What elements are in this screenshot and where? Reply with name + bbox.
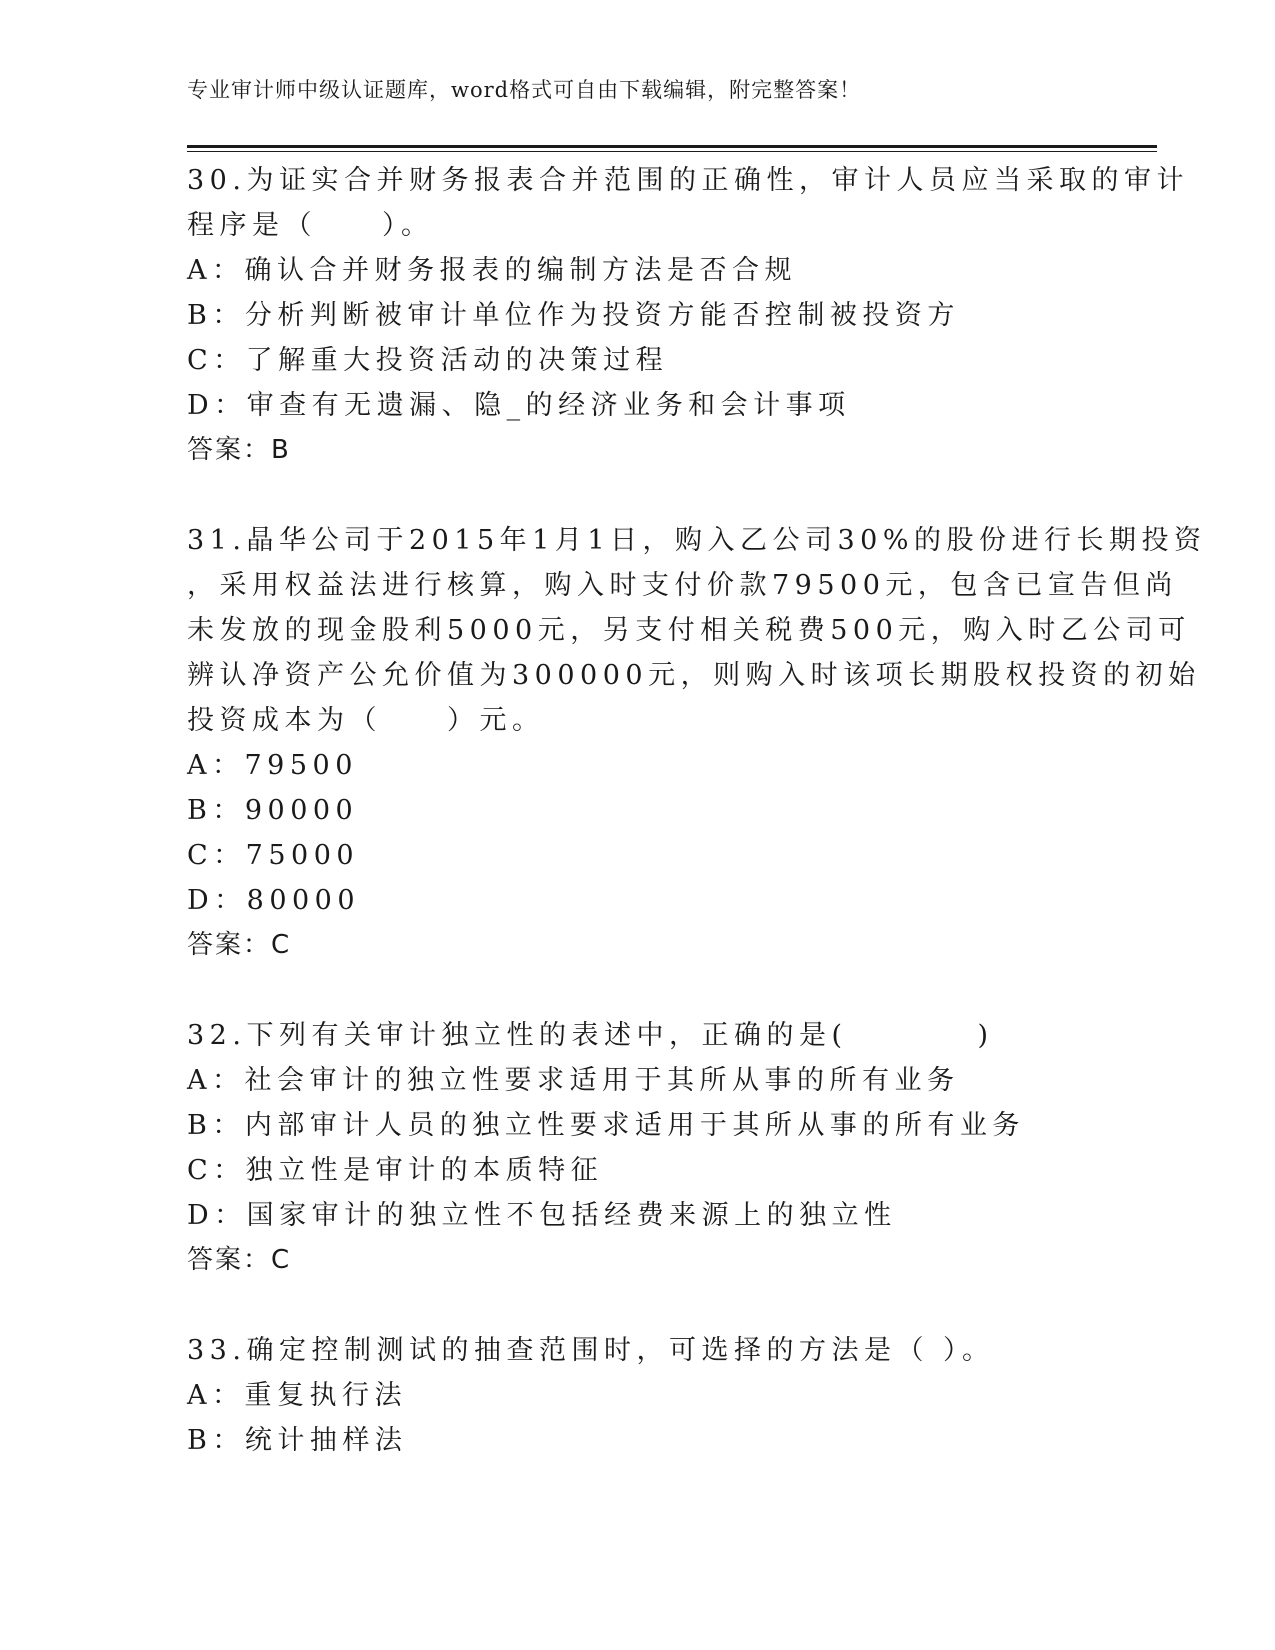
option-c: C：了解重大投资活动的决策过程	[187, 345, 669, 376]
option-b: B：统计抽样法	[187, 1425, 408, 1456]
answer-line: 答案：C	[187, 1245, 292, 1275]
option-d: D：国家审计的独立性不包括经费来源上的独立性	[187, 1200, 897, 1231]
question-stem-line: 31.晶华公司于2015年1月1日，购入乙公司30%的股份进行长期投资	[187, 525, 1207, 556]
option-a: A：79500	[187, 750, 358, 781]
header-rule-thin	[187, 151, 1157, 152]
question-stem-line: 30.为证实合并财务报表合并范围的正确性，审计人员应当采取的审计	[187, 165, 1189, 196]
option-b: B：分析判断被审计单位作为投资方能否控制被投资方	[187, 300, 960, 331]
question-stem-line: 辨认净资产公允价值为300000元，则购入时该项长期股权投资的初始	[187, 660, 1201, 691]
question-list	[187, 158, 1207, 1463]
question-stem-line: 程序是（ ）。	[187, 210, 434, 241]
question-spacer	[187, 1283, 1087, 1328]
question-stem-line: 32.下列有关审计独立性的表述中，正确的是( )	[187, 1020, 994, 1051]
question-stem-line: ，采用权益法进行核算，购入时支付价款79500元，包含已宣告但尚	[187, 570, 1178, 601]
header-rule-thick	[187, 145, 1157, 148]
option-b: B：内部审计人员的独立性要求适用于其所从事的所有业务	[187, 1110, 1025, 1141]
question-32	[187, 1013, 1087, 1283]
page-header: 专业审计师中级认证题库，word格式可自由下载编辑，附完整答案！	[187, 78, 862, 102]
answer-line: 答案：C	[187, 930, 292, 960]
question-stem-line: 33.确定控制测试的抽查范围时，可选择的方法是（ ）。	[187, 1335, 995, 1366]
option-a: A：重复执行法	[187, 1380, 407, 1411]
option-c: C：75000	[187, 840, 360, 871]
question-30	[187, 158, 1189, 473]
question-spacer	[187, 968, 1087, 1013]
option-d: D：审查有无遗漏、隐_的经济业务和会计事项	[187, 390, 851, 421]
question-31	[187, 518, 1207, 968]
question-stem-line: 未发放的现金股利5000元，另支付相关税费500元，购入时乙公司可	[187, 615, 1191, 646]
question-spacer	[187, 473, 1087, 518]
option-a: A：社会审计的独立性要求适用于其所从事的所有业务	[187, 1065, 960, 1096]
option-d: D：80000	[187, 885, 361, 916]
answer-line: 答案：B	[187, 435, 291, 465]
question-stem-line: 投资成本为（ ）元。	[187, 705, 545, 736]
option-b: B：90000	[187, 795, 359, 826]
option-c: C：独立性是审计的本质特征	[187, 1155, 604, 1186]
option-a: A：确认合并财务报表的编制方法是否合规	[187, 255, 797, 286]
question-33	[187, 1328, 1087, 1463]
